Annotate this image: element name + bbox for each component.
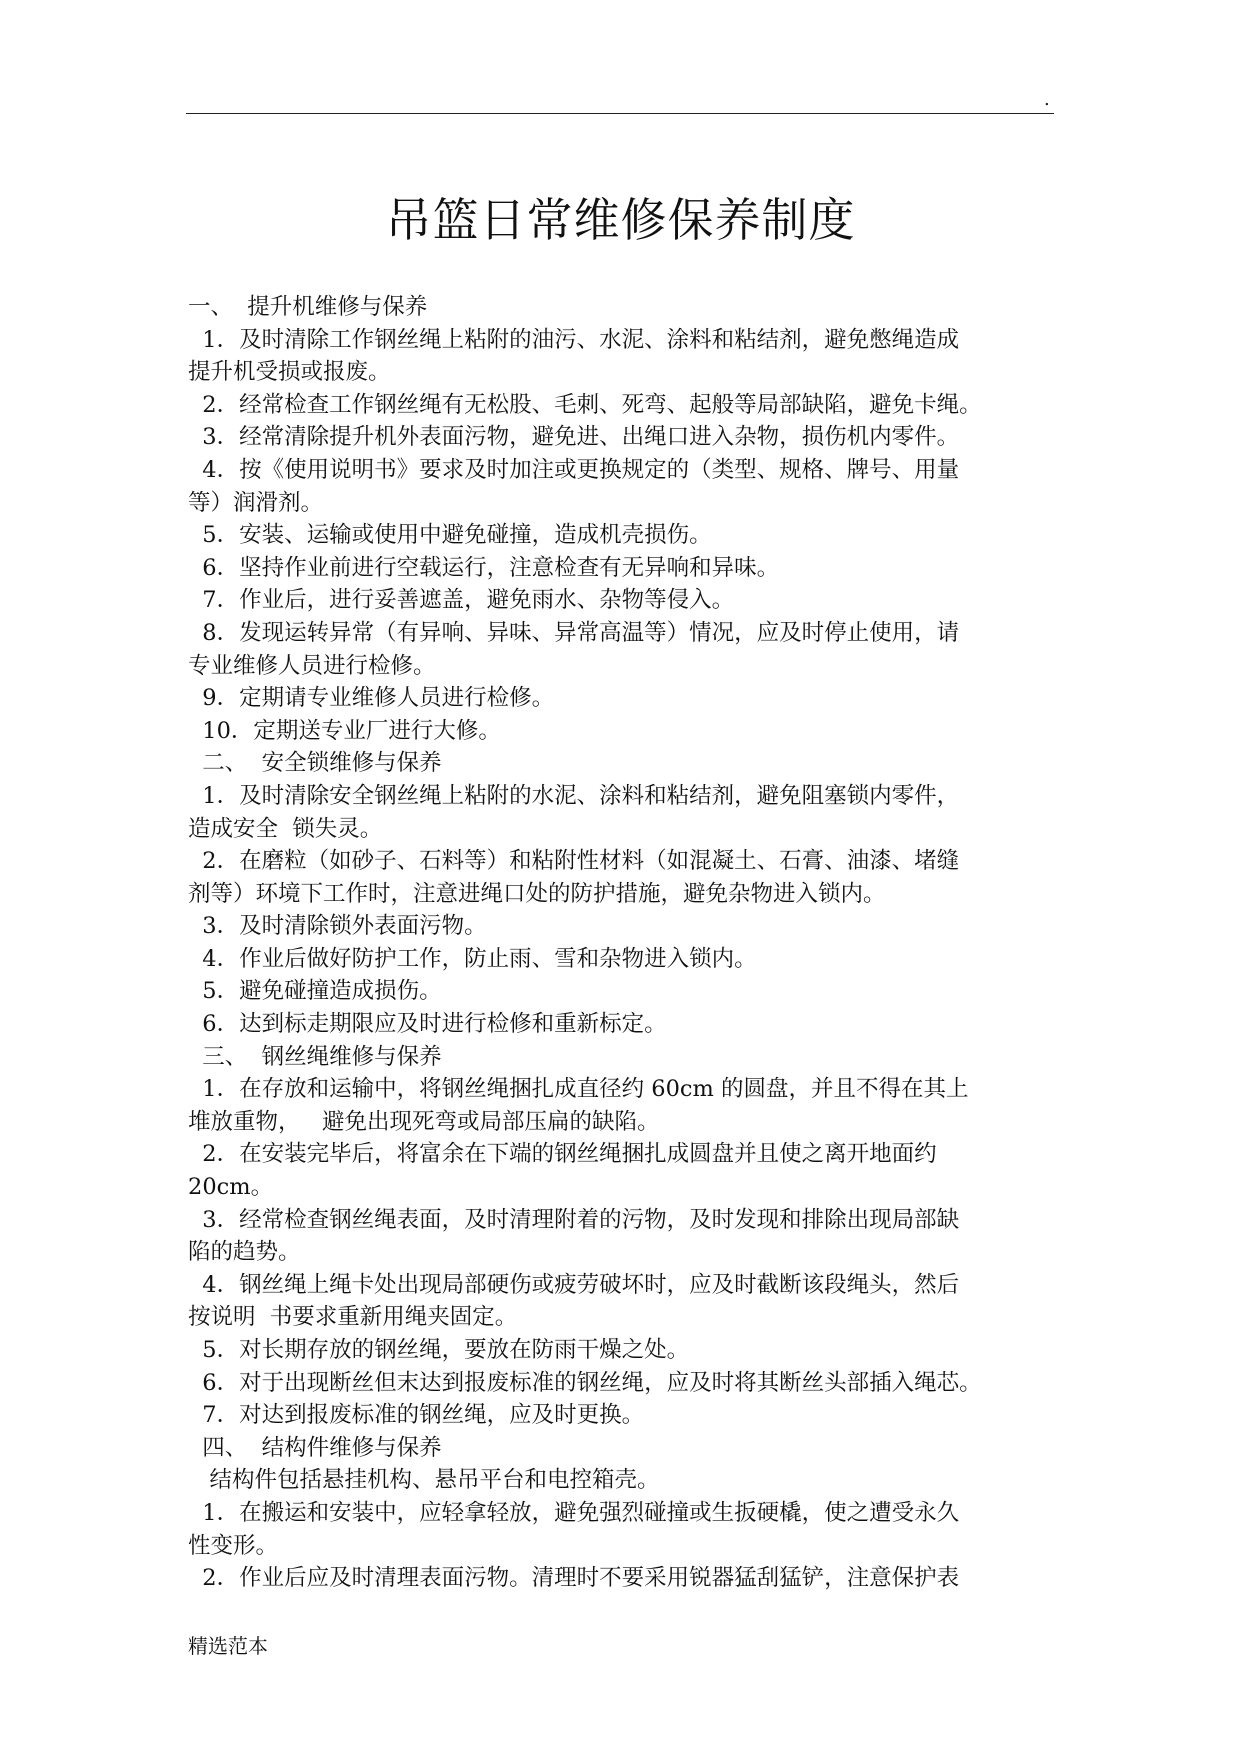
body-line: 剂等）环境下工作时，注意进绳口处的防护措施，避免杂物进入锁内。 — [188, 880, 886, 907]
body-line: 陷的趋势。 — [188, 1239, 301, 1266]
body-line: 6．达到标走期限应及时进行检修和重新标定。 — [188, 1011, 667, 1038]
body-line: 堆放重物， 避免出现死弯或局部压扁的缺陷。 — [188, 1108, 660, 1135]
body-line: 20cm。 — [188, 1174, 274, 1201]
body-line: 专业维修人员进行检修。 — [188, 652, 436, 679]
body-line: 结构件包括悬挂机构、悬吊平台和电控箱壳。 — [188, 1467, 660, 1494]
body-line: 5．对长期存放的钢丝绳，要放在防雨干燥之处。 — [188, 1337, 690, 1363]
body-line: 7．对达到报废标准的钢丝绳，应及时更换。 — [188, 1402, 645, 1429]
header-mark: . — [1044, 89, 1050, 110]
document-title: 吊篮日常维修保养制度 — [385, 193, 856, 247]
body-line: 性变形。 — [188, 1532, 279, 1559]
body-line: 提升机受损或报废。 — [188, 359, 391, 386]
body-line: 2．作业后应及时清理表面污物。清理时不要采用锐器猛刮猛铲，注意保护表 — [188, 1565, 960, 1592]
body-line: 1．及时清除安全钢丝绳上粘附的水泥、涂料和粘结剂，避免阻塞锁内零件， — [188, 782, 960, 809]
body-line: 7．作业后，进行妥善遮盖，避免雨水、杂物等侵入。 — [188, 587, 735, 614]
body-line: 4．钢丝绳上绳卡处出现局部硬伤或疲劳破坏时，应及时截断该段绳头，然后 — [188, 1271, 960, 1298]
body-line: 等）润滑剂。 — [188, 489, 324, 516]
body-line: 6．坚持作业前进行空载运行，注意检查有无异响和异味。 — [188, 554, 780, 581]
body-line: 5．安装、运输或使用中避免碰撞，造成机壳损伤。 — [188, 522, 712, 549]
body-line: 8．发现运转异常（有异响、异味、异常高温等）情况，应及时停止使用，请 — [188, 619, 960, 646]
body-line: 2．在安装完毕后，将富余在下端的钢丝绳捆扎成圆盘并且使之离开地面约 — [188, 1141, 937, 1168]
body-line: 5．避免碰撞造成损伤。 — [188, 978, 442, 1005]
body-line: 1．在存放和运输中，将钢丝绳捆扎成直径约 60cm 的圆盘，并且不得在其上 — [188, 1076, 969, 1103]
body-line: 按说明 书要求重新用绳夹固定。 — [188, 1304, 518, 1331]
body-line: 4．按《使用说明书》要求及时加注或更换规定的（类型、规格、牌号、用量 — [188, 456, 960, 483]
section-heading: 一、 提升机维修与保养 — [188, 294, 428, 320]
body-line: 3．经常检查钢丝绳表面，及时清理附着的污物，及时发现和排除出现局部缺 — [188, 1206, 960, 1233]
body-line: 6．对于出现断丝但末达到报废标准的钢丝绳，应及时将其断丝头部插入绳芯。 — [188, 1369, 982, 1396]
document-body — [188, 291, 1058, 1595]
section-heading: 二、 安全锁维修与保养 — [188, 750, 442, 777]
body-line: 2．经常检查工作钢丝绳有无松股、毛刺、死弯、起般等局部缺陷，避免卡绳。 — [188, 391, 982, 418]
header-rule — [186, 113, 1054, 114]
body-line: 1．在搬运和安装中，应轻拿轻放，避免强烈碰撞或生扳硬橇，使之遭受永久 — [188, 1499, 960, 1526]
body-line: 3．经常清除提升机外表面污物，避免进、出绳口进入杂物，损伤机内零件。 — [188, 424, 960, 451]
body-line: 1．及时清除工作钢丝绳上粘附的油污、水泥、涂料和粘结剂，避免憋绳造成 — [188, 326, 960, 353]
body-line: 2．在磨粒（如砂子、石料等）和粘附性材料（如混凝土、石膏、油漆、堵缝 — [188, 848, 960, 875]
section-heading: 三、 钢丝绳维修与保养 — [188, 1043, 442, 1070]
body-line: 9．定期请专业维修人员进行检修。 — [188, 685, 555, 712]
footer-text: 精选范本 — [188, 1634, 268, 1658]
section-heading: 四、 结构件维修与保养 — [188, 1434, 442, 1461]
body-line: 4．作业后做好防护工作，防止雨、雪和杂物进入锁内。 — [188, 945, 757, 972]
body-line: 10．定期送专业厂进行大修。 — [188, 717, 501, 744]
body-line: 造成安全 锁失灵。 — [188, 815, 383, 842]
body-line: 3．及时清除锁外表面污物。 — [188, 913, 487, 940]
